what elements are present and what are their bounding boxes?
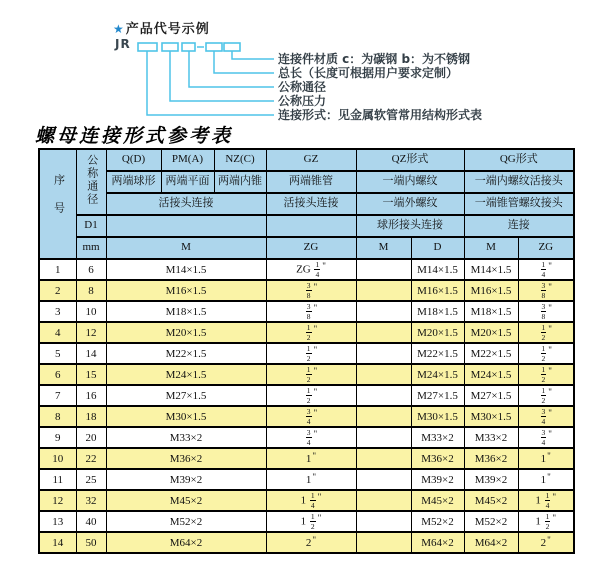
cell-gz-zg: ZG $\frac{1}{4}$ " [266,259,356,280]
cell-qz-d: M20×1.5 [411,322,464,343]
cell-qz-m [356,427,411,448]
header-desc-qd: 两端球形 [106,171,161,193]
header-unit-qg-zg: ZG [518,237,574,259]
cell-seq: 8 [39,406,76,427]
header-form-qz: QZ形式 [356,149,464,171]
cell-qz-d: M52×2 [411,511,464,532]
cell-m: M39×2 [106,469,266,490]
cell-qz-m [356,490,411,511]
cell-qg-zg: $\frac{3}{4}$ " [518,427,574,448]
cell-dn: 22 [76,448,106,469]
cell-m: M22×1.5 [106,343,266,364]
cell-qg-m: M24×1.5 [464,364,518,385]
cell-qg-m: M18×1.5 [464,301,518,322]
table-row [39,280,574,301]
cell-gz-zg: 2" [266,532,356,553]
connector-lines [147,47,274,115]
label-nominal-pressure: 公称压力 [278,94,327,108]
header-conn-union: 活接头连接 [106,193,266,215]
cell-seq: 6 [39,364,76,385]
code-box [162,43,178,51]
header-conn-qg: 一端锥管螺纹接头 [464,193,574,215]
cell-qg-zg: 1" [518,448,574,469]
cell-dn: 50 [76,532,106,553]
cell-qg-m: M45×2 [464,490,518,511]
cell-gz-zg: 1" [266,469,356,490]
header-desc-pma: 两端平面 [161,171,214,193]
cell-seq: 5 [39,343,76,364]
cell-qz-m [356,364,411,385]
code-box [224,43,240,51]
cell-qg-zg: $\frac{1}{2}$ " [518,385,574,406]
cell-gz-zg: $\frac{3}{4}$ " [266,406,356,427]
code-boxes [138,43,240,51]
label-nominal-diameter: 公称通径 [278,80,327,94]
cell-gz-zg: $\frac{1}{2}$ " [266,385,356,406]
cell-qg-m: M33×2 [464,427,518,448]
diagram-heading-text: 产品代号示例 [125,22,210,37]
cell-seq: 4 [39,322,76,343]
cell-qz-m [356,322,411,343]
cell-m: M14×1.5 [106,259,266,280]
leader-line [232,51,274,59]
header-unit-m: M [106,237,266,259]
cell-gz-zg: $\frac{1}{2}$ " [266,364,356,385]
header-blank-gz [266,215,356,237]
code-box [182,43,195,51]
table-row [39,511,574,532]
cell-qg-zg: $\frac{1}{2}$ " [518,343,574,364]
cell-qg-m: M27×1.5 [464,385,518,406]
leader-line [214,51,274,73]
cell-m: M52×2 [106,511,266,532]
cell-m: M64×2 [106,532,266,553]
cell-seq: 13 [39,511,76,532]
table-title: 螺母连接形式参考表 [35,125,234,147]
table-row [39,406,574,427]
cell-qz-m [356,385,411,406]
cell-qg-m: M52×2 [464,511,518,532]
cell-dn: 20 [76,427,106,448]
header-unit-qz-m: M [356,237,411,259]
table-row [39,490,574,511]
cell-qz-d: M22×1.5 [411,343,464,364]
table-body [39,259,574,553]
label-total-length: 总长（长度可根据用户要求定制） [278,66,459,80]
header-unit-mm: mm [76,237,106,259]
label-connector-material: 连接件材质 c：为碳钢 b：为不锈钢 [278,52,471,66]
cell-qg-m: M20×1.5 [464,322,518,343]
cell-m: M20×1.5 [106,322,266,343]
header-form-pma: PM(A) [161,149,214,171]
cell-gz-zg: 1 $\frac{1}{4}$ " [266,490,356,511]
header-row-conns [39,193,574,215]
cell-seq: 1 [39,259,76,280]
table-row [39,364,574,385]
header-form-gz: GZ [266,149,356,171]
cell-qz-m [356,301,411,322]
cell-dn: 25 [76,469,106,490]
header-form-qd: Q(D) [106,149,161,171]
table-row [39,448,574,469]
cell-qg-zg: 1" [518,469,574,490]
cell-qg-m: M14×1.5 [464,259,518,280]
cell-dn: 12 [76,322,106,343]
cell-qz-m [356,280,411,301]
cell-m: M36×2 [106,448,266,469]
table-header [39,149,574,259]
header-blank-m [106,215,266,237]
header-row-descs [39,171,574,193]
cell-qz-d: M30×1.5 [411,406,464,427]
cell-dn: 40 [76,511,106,532]
header-desc-qz: 一端内螺纹 [356,171,464,193]
cell-dn: 14 [76,343,106,364]
cell-qz-m [356,259,411,280]
cell-qz-d: M14×1.5 [411,259,464,280]
header-desc-qg: 一端内螺纹活接头 [464,171,574,193]
cell-m: M30×1.5 [106,406,266,427]
cell-seq: 9 [39,427,76,448]
cell-qg-m: M36×2 [464,448,518,469]
table-row [39,385,574,406]
cell-qg-m: M64×2 [464,532,518,553]
header-d1: D1 [76,215,106,237]
cell-qg-m: M39×2 [464,469,518,490]
cell-m: M16×1.5 [106,280,266,301]
cell-seq: 14 [39,532,76,553]
cell-seq: 12 [39,490,76,511]
cell-m: M27×1.5 [106,385,266,406]
cell-qg-zg: $\frac{3}{4}$ " [518,406,574,427]
cell-qz-d: M45×2 [411,490,464,511]
diagram-heading [113,18,210,37]
cell-seq: 11 [39,469,76,490]
cell-gz-zg: $\frac{3}{4}$ " [266,427,356,448]
cell-qg-m: M30×1.5 [464,406,518,427]
header-form-qg: QG形式 [464,149,574,171]
cell-qz-m [356,469,411,490]
cell-qg-m: M16×1.5 [464,280,518,301]
cell-gz-zg: 1 $\frac{1}{2}$ " [266,511,356,532]
leader-line [147,51,274,115]
cell-dn: 6 [76,259,106,280]
header-conn2-qz: 球形接头连接 [356,215,464,237]
cell-qz-m [356,511,411,532]
table-row [39,322,574,343]
header-conn-gz: 活接头连接 [266,193,356,215]
cell-qg-m: M22×1.5 [464,343,518,364]
cell-qg-zg: $\frac{3}{8}$ " [518,301,574,322]
cell-m: M18×1.5 [106,301,266,322]
cell-qz-m [356,406,411,427]
table-row [39,427,574,448]
cell-qz-d: M33×2 [411,427,464,448]
cell-qz-d: M39×2 [411,469,464,490]
cell-qz-d: M64×2 [411,532,464,553]
cell-qz-d: M18×1.5 [411,301,464,322]
header-unit-qz-d: D [411,237,464,259]
cell-qg-zg: $\frac{1}{4}$ " [518,259,574,280]
cell-gz-zg: $\frac{1}{2}$ " [266,322,356,343]
cell-gz-zg: $\frac{3}{8}$ " [266,301,356,322]
cell-qz-m [356,448,411,469]
table-row [39,343,574,364]
cell-dn: 15 [76,364,106,385]
cell-dn: 18 [76,406,106,427]
code-box [138,43,157,51]
cell-seq: 2 [39,280,76,301]
header-seq: 序号 [39,149,76,259]
cell-dn: 8 [76,280,106,301]
nut-connection-table [38,148,575,554]
cell-qz-d: M36×2 [411,448,464,469]
star-icon: ★ [113,22,125,36]
cell-qg-zg: 1 $\frac{1}{4}$ " [518,490,574,511]
cell-gz-zg: 1" [266,448,356,469]
table-row [39,259,574,280]
cell-dn: 32 [76,490,106,511]
label-connection-form: 连接形式：见金属软管常用结构形式表 [278,108,483,122]
cell-qz-d: M27×1.5 [411,385,464,406]
cell-qz-d: M16×1.5 [411,280,464,301]
header-row-units [39,237,574,259]
header-desc-nzc: 两端内锥 [214,171,266,193]
cell-qz-d: M24×1.5 [411,364,464,385]
header-unit-qg-m: M [464,237,518,259]
header-conn2-qg: 连接 [464,215,574,237]
code-box [206,43,222,51]
header-desc-gz: 两端锥管 [266,171,356,193]
cell-qg-zg: $\frac{3}{8}$ " [518,280,574,301]
header-row-d1 [39,215,574,237]
cell-m: M45×2 [106,490,266,511]
cell-qg-zg: $\frac{1}{2}$ " [518,364,574,385]
header-conn-qz: 一端外螺纹 [356,193,464,215]
header-dn: 公称通径 [76,149,106,215]
cell-qg-zg: $\frac{1}{2}$ " [518,322,574,343]
cell-gz-zg: $\frac{1}{2}$ " [266,343,356,364]
cell-seq: 10 [39,448,76,469]
cell-dn: 10 [76,301,106,322]
table-row [39,469,574,490]
header-form-nzc: NZ(C) [214,149,266,171]
cell-qg-zg: 2" [518,532,574,553]
cell-m: M24×1.5 [106,364,266,385]
code-prefix: JR [115,37,131,51]
cell-qz-m [356,532,411,553]
cell-seq: 3 [39,301,76,322]
header-unit-zg: ZG [266,237,356,259]
cell-qz-m [356,343,411,364]
table-row [39,532,574,553]
cell-gz-zg: $\frac{3}{8}$ " [266,280,356,301]
cell-dn: 16 [76,385,106,406]
cell-qg-zg: 1 $\frac{1}{2}$ " [518,511,574,532]
header-row-forms [39,149,574,171]
cell-seq: 7 [39,385,76,406]
table-row [39,301,574,322]
cell-m: M33×2 [106,427,266,448]
